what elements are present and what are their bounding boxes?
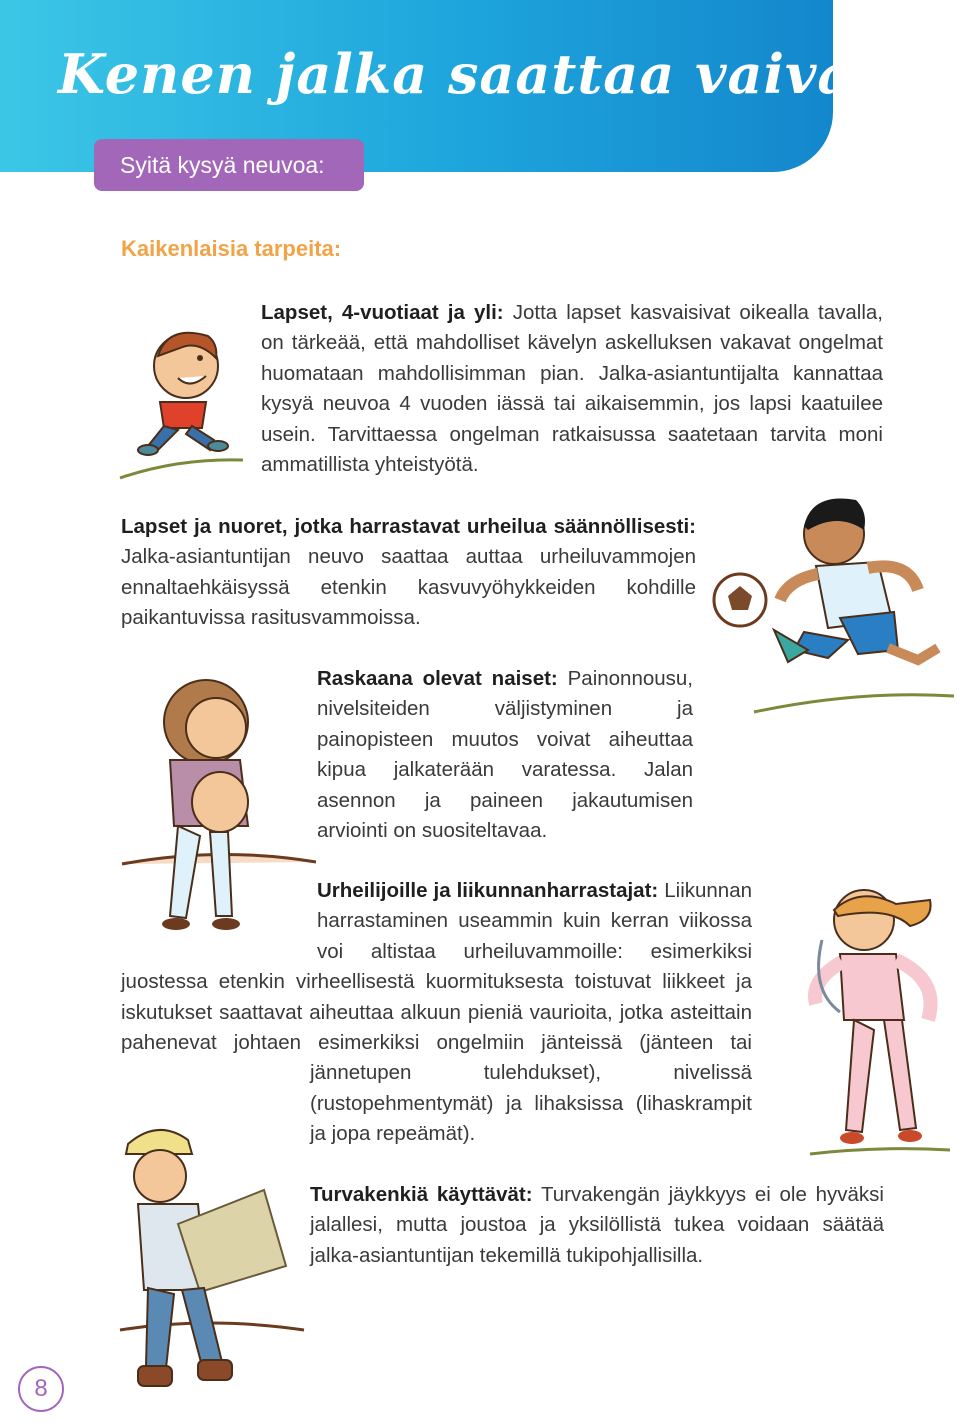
jogging-woman-illustration <box>800 880 960 1162</box>
section-safety-shoes-label: Turvakenkiä käyttävät: <box>310 1183 533 1206</box>
section-children-text: Jotta lapset kasvaisivat oikealla tavalla, on tärkeää, että mahdolliset kävelyn askelluksen vakavat ongelmat huomataan mahdollisimman pian. Jalka-asiantuntijalta kannattaa kysyä neuvoa 4 vuoden iässä tai aikaisemmin, jos lapsi kaatuilee usein. Tarvittaessa ongelman ratkaisussa saatetaan tarvita moni ammatillista yhteistyötä. <box>261 301 883 477</box>
worker-with-box-illustration <box>118 1120 308 1410</box>
section-athletes-text: Liikunnan harrastaminen useammin kuin kerran viikossa voi altistaa urheiluvammoille: esimerkiksi juostessa etenkin virheellisestä kuormituksesta toistuvat liikkeet ja iskutukset saattavat aiheuttaa alkuun pieniä vaurioita, jotka asteittain pahenevat johtaen esimerkiksi ongelmiin jänteissä (jänteen tai jännetupen tulehdukset), nivelissä (rustopehmentymät) ja lihaksissa (lihaskrampit ja jopa repeämät). <box>121 879 752 1146</box>
section-safety-shoes-text: Turvakengän jäykkyys ei ole hyväksi jalallesi, mutta joustoa ja yksilöllistä tukea voidaan säätää jalka-asiantuntijan tekemillä tukipohjallisilla. <box>310 1183 884 1267</box>
section-athletes-label: Urheilijoille ja liikunnanharrastajat: <box>317 879 659 902</box>
section-pregnant <box>317 664 693 846</box>
page-title: Kenen jalka saattaa vaivata? <box>58 42 948 106</box>
page-number: 8 <box>18 1366 64 1412</box>
soccer-player-illustration <box>708 490 958 718</box>
section-pregnant-label: Raskaana olevat naiset: <box>317 667 558 690</box>
section-children-label: Lapset, 4-vuotiaat ja yli: <box>261 301 504 324</box>
section-pregnant-text: Painonnousu, nivelsiteiden väljistyminen ja painopisteen muutos voivat aiheuttaa kipua jalkaterään varatessa. Jalan asennon ja paineen jakautumisen arviointi on suositeltavaa. <box>317 667 693 843</box>
section-children <box>261 298 883 480</box>
section-youth-sports-label: Lapset ja nuoret, jotka harrastavat urheilua säännöllisesti: <box>121 515 696 538</box>
section-youth-sports-text: Jalka-asiantuntijan neuvo saattaa auttaa urheiluvammojen ennaltaehkäisyssä etenkin kasvuvyöhykkeiden kohdille paikantuvissa rasitusvammoissa. <box>121 545 696 630</box>
section-safety-shoes <box>310 1180 884 1271</box>
section-badge: Syitä kysyä neuvoa: <box>94 139 364 191</box>
section-youth-sports <box>121 512 696 634</box>
running-child-illustration <box>118 318 248 484</box>
pregnant-woman-illustration <box>120 666 320 938</box>
subheading: Kaikenlaisia tarpeita: <box>121 236 342 261</box>
